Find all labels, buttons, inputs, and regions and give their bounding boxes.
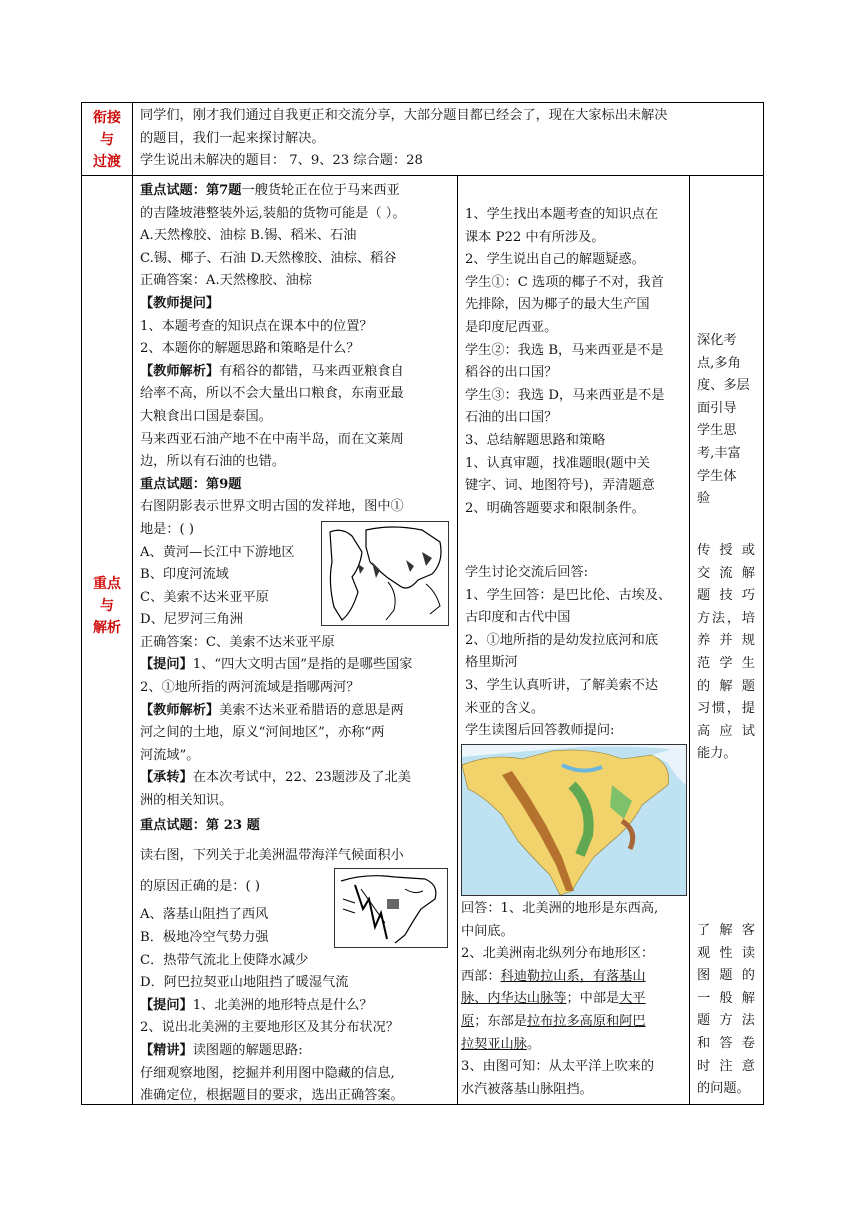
q7-text: 的吉隆坡港整装外运,装船的货物可能是（ ）。 (140, 205, 406, 221)
row-label-analysis (82, 573, 132, 639)
intent-line: 度、多层 (697, 378, 750, 394)
turn-text: 在本次考试中，22、23题涉及了北美 (192, 770, 411, 786)
text-run: ；中部是 (566, 991, 620, 1007)
q23-explain-text: 读图题的解题思路: (192, 1042, 303, 1058)
student-line: 课本 P22 中有所涉及。 (465, 229, 605, 245)
student-line: 2、学生说出自己的解题疑惑。 (465, 252, 645, 268)
student-column-q9 (465, 562, 671, 743)
intent-line: 的问题。 (697, 1081, 750, 1097)
intent-line: 交流解 (697, 565, 755, 581)
q9-ask-text: 1、“四大文明古国”是指的是哪些国家 (192, 657, 413, 673)
student-line: 古印度和古代中国 (465, 610, 571, 626)
q9-ask-heading: 【提问】 (140, 657, 193, 673)
col-divider-label (132, 103, 133, 1104)
ask-heading: 【教师提问】 (140, 295, 220, 311)
student-line: 1、认真审题，找准题眼(题中关 (465, 455, 650, 471)
student-line: 学生读图后回答教师提问: (465, 723, 615, 739)
q23-explain-heading: 【精讲】 (140, 1042, 193, 1058)
explain-text: 有稻谷的都错，马来西亚粮食自 (219, 363, 404, 379)
intent-line: 点,多角 (697, 355, 741, 371)
q7-title-line (140, 180, 412, 203)
label-line: 重点 (93, 576, 121, 592)
q9-explain-heading: 【教师解析】 (140, 702, 220, 718)
q23-ask-line (140, 995, 412, 1018)
text-line: 学生说出未解决的题目： 7、9、23 综合题：28 (140, 153, 423, 169)
q7-title: 重点试题： (140, 183, 206, 198)
student-line: 学生②：我选 B，马来西亚是不是 (465, 342, 664, 358)
student-line: 格里斯河 (465, 655, 518, 671)
intent-line: 深化考 (697, 333, 737, 348)
student-line: 键字、词、地图符号)，弄清题意 (465, 478, 655, 494)
intent-block-2 (697, 540, 755, 766)
q9-answer: 正确答案：C、美索不达米亚平原 (140, 634, 335, 650)
intent-line: 了解客 (697, 923, 755, 938)
student-line: 回答：1、北美洲的地形是东西高, (461, 901, 659, 916)
q23-ask-text: 2、说出北美洲的主要地形区及其分布状况？ (140, 1020, 399, 1036)
q7-option: A.天然橡胶、油棕 B.锡、稻米、石油 (140, 228, 357, 244)
lesson-table (81, 102, 764, 1105)
student-column (465, 204, 664, 520)
underlined-term: 脉、内华达山脉等 (461, 991, 567, 1007)
text-run: ；东部是 (474, 1013, 527, 1029)
q9-option: D、尼罗河三角洲 (140, 612, 243, 628)
intent-line: 习惯，提 (697, 701, 755, 717)
q9-text: 地是：( ) (140, 521, 195, 537)
q9-ask-line (140, 654, 412, 677)
underlined-term: 拉契亚山脉 (461, 1036, 527, 1052)
q9-title: 重点试题：第9题 (140, 476, 242, 492)
q23-explain-text: 仔细观察地图，挖掘并利用图中隐藏的信息, (140, 1065, 395, 1081)
student-line: 米亚的含义。 (465, 700, 545, 716)
student-line: 石油的出口国？ (465, 410, 558, 426)
intent-line: 考,丰富 (697, 445, 741, 461)
explain-text: 马来西亚石油产地不在中南半岛，而在文莱周 (140, 431, 404, 447)
text-run: 。 (526, 1036, 541, 1052)
intent-line: 养并规 (697, 633, 755, 649)
turn-heading: 【承转】 (140, 770, 193, 786)
student-line: 3、学生认真听讲，了解美索不达 (465, 677, 659, 693)
q9-explain-text: 美索不达米亚希腊语的意思是两 (219, 702, 404, 718)
q9-option: B、印度河流域 (140, 567, 229, 583)
q23-ask-heading: 【提问】 (140, 997, 193, 1013)
q9-explain-line (140, 700, 412, 723)
student-line (461, 1011, 687, 1034)
student-line: 2、①地所指的是幼发拉底河和底 (465, 632, 659, 648)
student-line: 3、由图可知：从太平洋上吹来的 (461, 1059, 655, 1075)
label-line: 解析 (93, 620, 121, 636)
ask-line: 2、本题你的解题思路和策略是什么？ (140, 341, 360, 357)
q7-answer: 正确答案：A.天然橡胶、油棕 (140, 273, 312, 289)
student-line: 稻谷的出口国？ (465, 365, 558, 381)
intent-line: 方法，培 (697, 610, 755, 626)
text-line: 的题目，我们一起来探讨解决。 (140, 130, 325, 146)
label-line: 过渡 (93, 154, 121, 170)
q23-text: 的原因正确的是：( ) (140, 878, 260, 894)
label-line: 衔接 (93, 110, 121, 126)
student-line (461, 1034, 687, 1057)
intent-line: 一般解 (697, 990, 755, 1006)
intent-line: 和答卷 (697, 1035, 755, 1051)
intent-line: 高应试 (697, 723, 755, 739)
student-line (461, 966, 687, 989)
student-line: 1、学生回答：是巴比伦、古埃及、 (465, 587, 672, 603)
underlined-term: 拉布拉多高原和阿巴 (526, 1013, 646, 1029)
explain-line (140, 361, 412, 384)
student-line: 2、北美洲南北纵列分布地形区： (461, 946, 655, 962)
q23-option: C．热带气流北上使降水减少 (140, 952, 309, 968)
q7-text: 一艘货轮正在位于马来西亚 (241, 183, 400, 198)
q7-number: 第7题 (205, 183, 242, 198)
student-line: 先排除，因为椰子的最大生产国 (465, 297, 650, 313)
q23-explain-text: 准确定位，根据题目的要求，选出正确答案。 (140, 1088, 404, 1104)
student-line: 学生③：我选 D，马来西亚是不是 (465, 387, 665, 403)
student-line: 水汽被落基山脉阻挡。 (461, 1081, 593, 1097)
col-divider-student (689, 175, 690, 1104)
underlined-term: 大平 (619, 991, 646, 1007)
student-column-q23 (461, 898, 687, 1101)
intent-line: 题技巧 (697, 588, 755, 604)
q9-explain-text: 河之间的土地，原义“河间地区”，亦称“两 (140, 725, 385, 741)
north-america-climate-map (334, 868, 448, 948)
q23-option: A、落基山阻挡了西风 (140, 907, 269, 923)
label-line: 与 (100, 132, 114, 148)
student-line: 学生①：C 选项的椰子不对，我首 (465, 274, 664, 290)
north-america-physical-map (461, 744, 687, 896)
q23-ask-text: 1、北美洲的地形特点是什么？ (192, 997, 373, 1013)
underlined-term: 原 (461, 1013, 475, 1029)
row-label-transition (82, 107, 132, 173)
row-divider (82, 175, 763, 176)
q23-option: B．极地冷空气势力强 (140, 930, 269, 945)
intent-line: 观性读 (697, 945, 755, 961)
teacher-column (140, 180, 412, 1108)
explain-text: 边，所以有石油的也错。 (140, 454, 286, 470)
intent-line: 能力。 (697, 746, 737, 762)
student-line (461, 988, 687, 1011)
intent-block-3 (697, 920, 755, 1101)
civilization-map-svg (322, 522, 448, 625)
explain-text: 大粮食出口国是泰国。 (140, 408, 272, 424)
student-line: 中间底。 (461, 923, 514, 939)
explain-heading: 【教师解析】 (140, 363, 220, 379)
climate-map-svg (335, 869, 447, 947)
intent-line: 验 (697, 491, 711, 507)
underlined-term: 科迪勒拉山系，有落基山 (500, 968, 646, 984)
intent-line: 范学生 (697, 655, 755, 671)
q9-explain-text: 河流域”。 (140, 747, 200, 763)
turn-text: 洲的相关知识。 (140, 793, 233, 809)
intent-line: 传授或 (697, 543, 755, 558)
intent-line: 的解题 (697, 678, 755, 694)
q9-text: 右图阴影表示世界文明古国的发祥地，图中① (140, 499, 404, 515)
student-line: 是印度尼西亚。 (465, 319, 558, 335)
q23-title: 重点试题：第 23 题 (140, 817, 260, 833)
q23-explain-line (140, 1040, 412, 1063)
intent-line: 时注意 (697, 1058, 755, 1074)
q7-option: C.锡、椰子、石油 D.天然橡胶、油棕、稻谷 (140, 250, 397, 266)
intent-line: 面引导 (697, 400, 737, 416)
text-line: 同学们，刚才我们通过自我更正和交流分享，大部分题目都已经会了，现在大家标出未解决 (140, 108, 668, 123)
intent-line: 学生体 (697, 468, 737, 484)
student-line: 3、总结解题思路和策略 (465, 432, 606, 448)
transition-text (140, 105, 668, 173)
ask-line: 1、本题考查的知识点在课本中的位置？ (140, 318, 373, 334)
q23-option: D．阿巴拉契亚山地阻挡了暖湿气流 (140, 975, 349, 991)
student-line: 1、学生找出本题考查的知识点在 (465, 207, 659, 222)
label-line: 与 (100, 598, 114, 614)
q9-option: C、美索不达米亚平原 (140, 589, 269, 605)
col-divider-teacher (457, 175, 458, 1104)
turn-line (140, 767, 412, 790)
physical-map-svg (462, 745, 686, 895)
intent-line: 学生思 (697, 423, 737, 439)
explain-text: 给率不高，所以不会大量出口粮食，东南亚最 (140, 386, 404, 402)
intent-block-1 (697, 330, 759, 511)
q9-ask-text: 2、①地所指的两河流域是指哪两河？ (140, 680, 360, 696)
text-run: 西部： (461, 968, 501, 984)
civilization-map (321, 521, 449, 626)
intent-line: 图题的 (697, 968, 755, 984)
q9-option: A、黄河—长江中下游地区 (140, 544, 295, 560)
student-line: 学生讨论交流后回答: (465, 565, 589, 580)
student-line: 2、明确答题要求和限制条件。 (465, 500, 645, 516)
intent-line: 题方法 (697, 1013, 755, 1029)
q23-text: 读右图，下列关于北美洲温带海洋气候面积小 (140, 848, 404, 864)
